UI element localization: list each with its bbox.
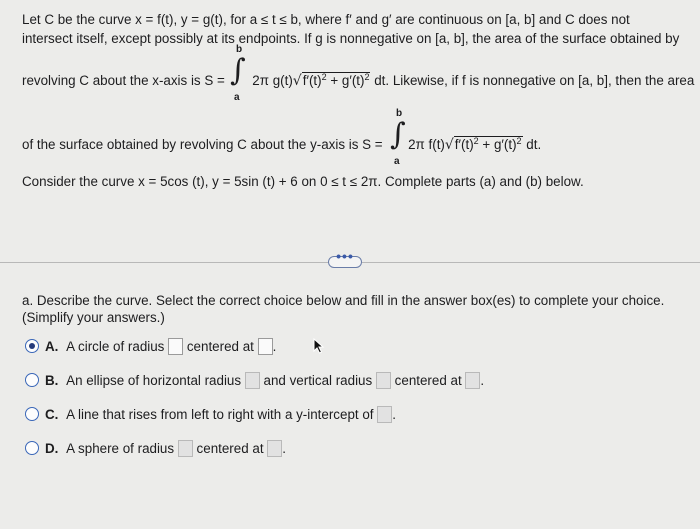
integral-sign-icon: ∫ — [230, 53, 246, 88]
choice-b-horizontal-radius-input[interactable] — [245, 372, 260, 389]
choice-a-center-input[interactable] — [258, 338, 273, 355]
mouse-cursor-icon — [312, 338, 326, 354]
choice-d[interactable]: D. A sphere of radius centered at . — [45, 441, 287, 456]
choice-d-radius-input[interactable] — [178, 440, 193, 457]
intro-line-1: Let C be the curve x = f(t), y = g(t), for a ≤ t ≤ b, where f′ and g′ are continuous on [a, b] and C does not — [22, 12, 630, 27]
choice-d-radio[interactable] — [25, 441, 39, 455]
y-axis-suffix: dt. — [526, 137, 542, 152]
y-axis-formula — [22, 136, 541, 153]
x-axis-radicand: $f'(t)^2 + g'(t)^2$ — [302, 72, 370, 88]
choice-a[interactable]: A. A circle of radius centered at . — [45, 339, 277, 354]
choice-d-center-input[interactable] — [267, 440, 282, 457]
choice-a-radius-input[interactable] — [168, 338, 183, 355]
integral-sign-icon: ∫ — [390, 117, 406, 152]
x-axis-suffix: dt. Likewise, if f is nonnegative on [a, b], then the area — [374, 73, 695, 88]
x-axis-integrand: 2π g(t) — [252, 73, 293, 88]
y-axis-radicand: $f'(t)^2 + g'(t)^2$ — [454, 136, 522, 152]
sqrt-icon: √ — [292, 73, 302, 89]
choice-c-intercept-input[interactable] — [377, 406, 392, 423]
x-axis-prefix: revolving C about the x-axis is S = — [22, 73, 225, 88]
lower-limit: a — [394, 156, 400, 167]
more-dots-icon: ••• — [336, 248, 354, 264]
y-axis-prefix: of the surface obtained by revolving C about the y-axis is S = — [22, 137, 383, 152]
choice-b[interactable]: B. An ellipse of horizontal radius and vertical radius centered at . — [45, 373, 485, 388]
upper-limit: b — [396, 108, 403, 119]
lower-limit: a — [234, 92, 240, 103]
choice-c-radio[interactable] — [25, 407, 39, 421]
curve-description: Consider the curve x = 5cos (t), y = 5sin (t) + 6 on 0 ≤ t ≤ 2π. Complete parts (a) and (b) below. — [22, 174, 584, 189]
choice-b-center-input[interactable] — [465, 372, 480, 389]
more-button[interactable] — [328, 248, 362, 268]
choice-b-vertical-radius-input[interactable] — [376, 372, 391, 389]
sqrt-icon: √ — [444, 137, 454, 153]
y-axis-integrand: 2π f(t) — [408, 137, 445, 152]
intro-line-2: intersect itself, except possibly at its endpoints. If g is nonnegative on [a, b], the area of the surface obtained by — [22, 31, 680, 46]
choice-a-radio[interactable] — [25, 339, 39, 353]
part-a-question: a. Describe the curve. Select the correct choice below and fill in the answer box(es) to complete your choice. — [22, 293, 665, 308]
choice-c[interactable]: C. A line that rises from left to right with a y-intercept of . — [45, 407, 396, 422]
part-a-instructions: (Simplify your answers.) — [22, 310, 165, 325]
x-axis-formula — [22, 72, 694, 89]
upper-limit: b — [236, 44, 243, 55]
choice-b-radio[interactable] — [25, 373, 39, 387]
